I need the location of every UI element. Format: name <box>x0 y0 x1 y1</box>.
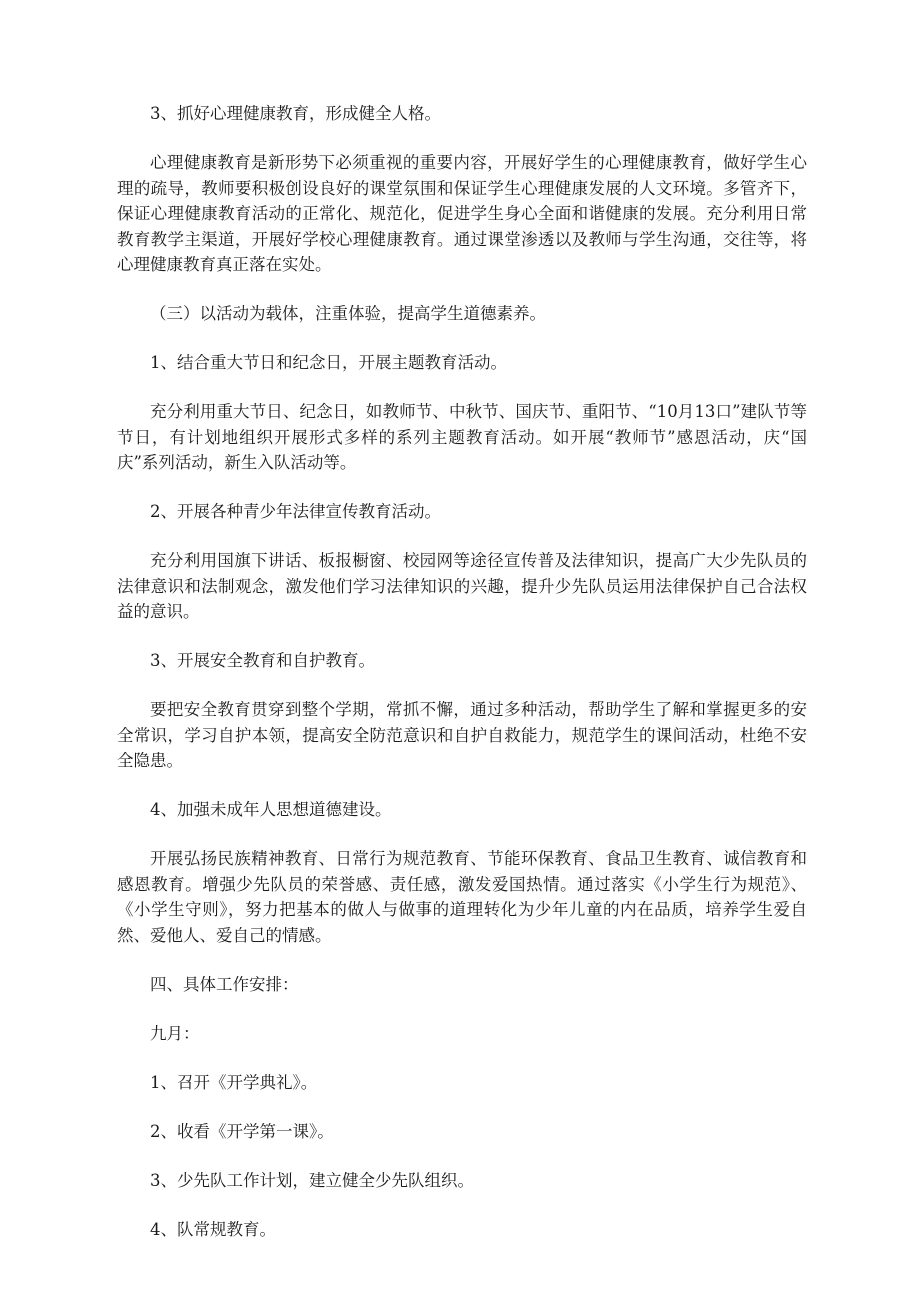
paragraph-festival-activities: 充分利用重大节日、纪念日，如教师节、中秋节、国庆节、重阳节、“10月13口”建队节等节日，有计划地组织开展形式多样的系列主题教育活动。如开展“教师节”感恩活动，庆“国庆”系列活动，新生入队活动等。 <box>117 402 807 472</box>
schedule-item: 4、队常规教育。 <box>150 1219 276 1239</box>
heading-law-education: 2、开展各种青少年法律宣传教育活动。 <box>150 502 441 521</box>
heading-safety-education: 3、开展安全教育和自护教育。 <box>150 651 375 670</box>
section-heading-activities: （三）以活动为载体，注重体验，提高学生道德素养。 <box>150 304 546 323</box>
document-body <box>117 101 807 1266</box>
paragraph-safety-education: 要把安全教育贯穿到整个学期，常抓不懈，通过多种活动，帮助学生了解和掌握更多的安全常识，学习自护本领，提高安全防范意识和自护自救能力，规范学生的课间活动，杜绝不安全隐患。 <box>117 700 807 770</box>
paragraph-moral-development: 开展弘扬民族精神教育、日常行为规范教育、节能环保教育、食品卫生教育、诚信教育和感恩教育。增强少先队员的荣誉感、责任感，激发爱国热情。通过落实《小学生行为规范》、《小学生守则》，努力把基本的做人与做事的道理转化为少年儿童的内在品质，培养学生爱自然、爱他人、爱自己的情感。 <box>117 849 807 945</box>
section-heading-schedule: 四、具体工作安排： <box>150 974 299 994</box>
schedule-item: 3、少先队工作计划，建立健全少先队组织。 <box>150 1170 474 1190</box>
heading-moral-development: 4、加强未成年人思想道德建设。 <box>150 800 392 819</box>
schedule-item: 2、收看《开学第一课》。 <box>150 1121 334 1141</box>
month-label-september: 九月： <box>150 1023 200 1043</box>
paragraph-law-education: 充分利用国旗下讲话、板报橱窗、校园网等途径宣传普及法律知识，提高广大少先队员的法律意识和法制观念，激发他们学习法律知识的兴趣，提升少先队员运用法律保护自己合法权益的意识。 <box>117 551 807 621</box>
heading-festival-activities: 1、结合重大节日和纪念日，开展主题教育活动。 <box>150 353 507 372</box>
paragraph-mental-health: 心理健康教育是新形势下必须重视的重要内容，开展好学生的心理健康教育，做好学生心理的疏导，教师要积极创设良好的课堂氛围和保证学生心理健康发展的人文环境。多管齐下，保证心理健康教育活动的正常化、规范化，促进学生身心全面和谐健康的发展。充分利用日常教育教学主渠道，开展好学校心理健康教育。通过课堂渗透以及教师与学生沟通，交往等，将心理健康教育真正落在实处。 <box>117 153 807 274</box>
schedule-item: 1、召开《开学典礼》。 <box>150 1072 318 1092</box>
heading-mental-health: 3、抓好心理健康教育，形成健全人格。 <box>150 104 441 123</box>
